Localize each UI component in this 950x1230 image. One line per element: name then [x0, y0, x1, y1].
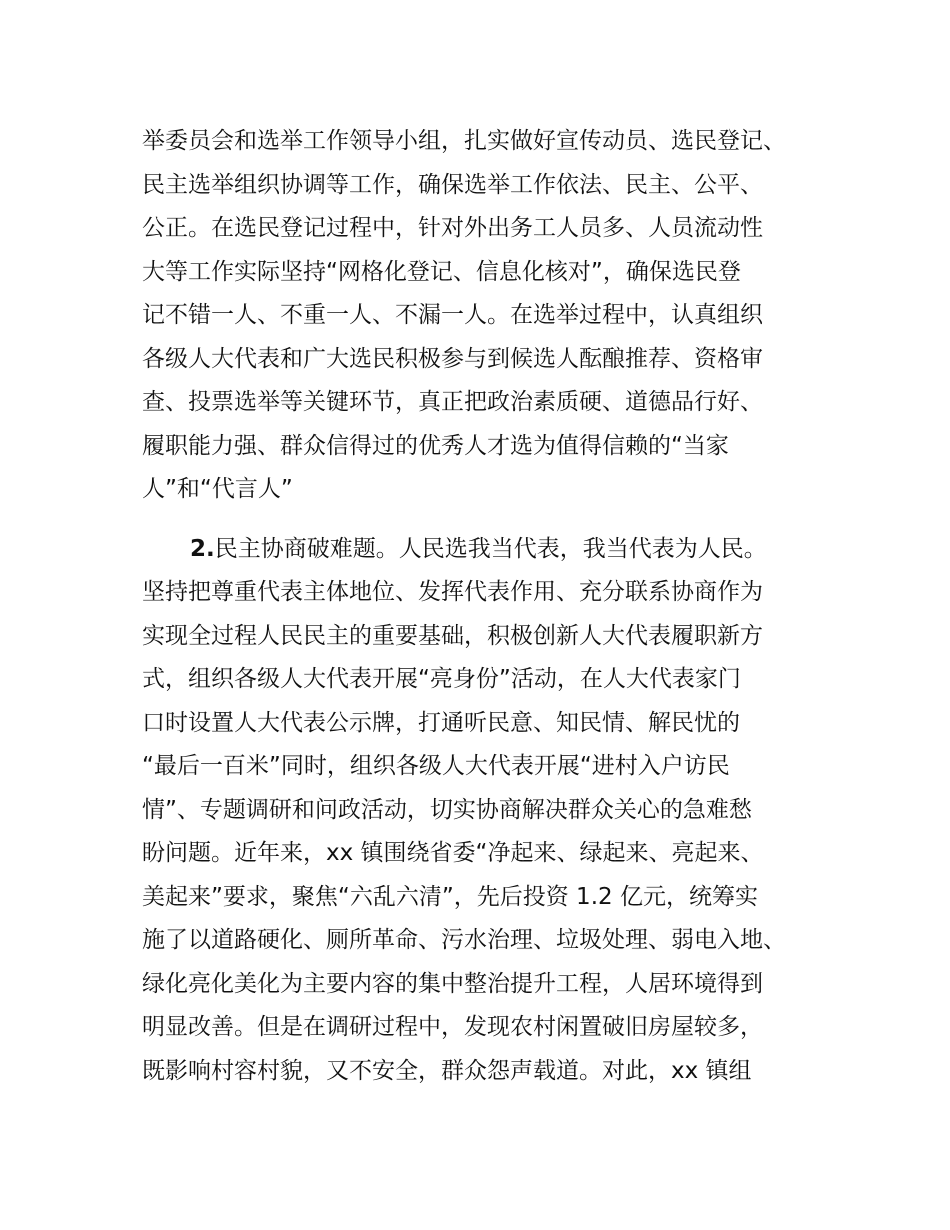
paragraph-1-line-6: 各级人大代表和广大选民积极参与到候选人酝酿推荐、资格审 [142, 346, 763, 372]
paragraph-2-line-4: 式，组织各级人大代表开展“亮身份”活动，在人大代表家门 [142, 666, 741, 692]
paragraph-1-line-1: 举委员会和选举工作领导小组，扎实做好宣传动员、选民登记、 [142, 128, 786, 154]
paragraph-2-line-5: 口时设置人大代表公示牌，打通听民意、知民情、解民忧的 [142, 710, 740, 736]
paragraph-2-first-line [190, 534, 767, 564]
paragraph-2-line-6: “最后一百米”同时，组织各级人大代表开展“进村入户访民 [142, 753, 730, 779]
paragraph-1-line-5: 记不错一人、不重一人、不漏一人。在选举过程中，认真组织 [142, 302, 763, 328]
paragraph-1-line-8: 履职能力强、群众信得过的优秀人才选为值得信赖的“当家 [142, 433, 729, 459]
paragraph-1-line-7: 查、投票选举等关键环节，真正把政治素质硬、道德品行好、 [142, 389, 763, 415]
paragraph-1-line-2: 民主选举组织协调等工作，确保选举工作依法、民主、公平、 [142, 172, 763, 198]
paragraph-1-line-4: 大等工作实际坚持“网格化登记、信息化核对”，确保选民登 [142, 259, 741, 285]
section-number: 2. [190, 536, 215, 562]
paragraph-1-line-9: 人”和“代言人” [142, 476, 293, 502]
paragraph-2-line-2: 坚持把尊重代表主体地位、发挥代表作用、充分联系协商作为 [142, 579, 763, 605]
paragraph-2-line-13: 既影响村容村貌，又不安全，群众怨声载道。对此，xx 镇组 [142, 1058, 752, 1084]
paragraph-1-line-3: 公正。在选民登记过程中，针对外出务工人员多、人员流动性 [142, 215, 763, 241]
paragraph-2-line-9: 美起来”要求，聚焦“六乱六清”，先后投资 1.2 亿元，统筹实 [142, 884, 758, 910]
paragraph-2-line-7: 情”、专题调研和问政活动，切实协商解决群众关心的急难愁 [142, 797, 752, 823]
paragraph-2-line-8: 盼问题。近年来，xx 镇围绕省委“净起来、绿起来、亮起来、 [142, 840, 764, 866]
paragraph-2-line-3: 实现全过程人民民主的重要基础，积极创新人大代表履职新方 [142, 623, 763, 649]
paragraph-2-line-11: 绿化亮化美化为主要内容的集中整治提升工程，人居环境得到 [142, 971, 763, 997]
paragraph-2-line-10: 施了以道路硬化、厕所革命、污水治理、垃圾处理、弱电入地、 [142, 927, 786, 953]
section-heading-text: 民主协商破难题。人民选我当代表，我当代表为人民。 [214, 536, 767, 562]
paragraph-2-line-12: 明显改善。但是在调研过程中，发现农村闲置破旧房屋较多， [142, 1014, 763, 1040]
